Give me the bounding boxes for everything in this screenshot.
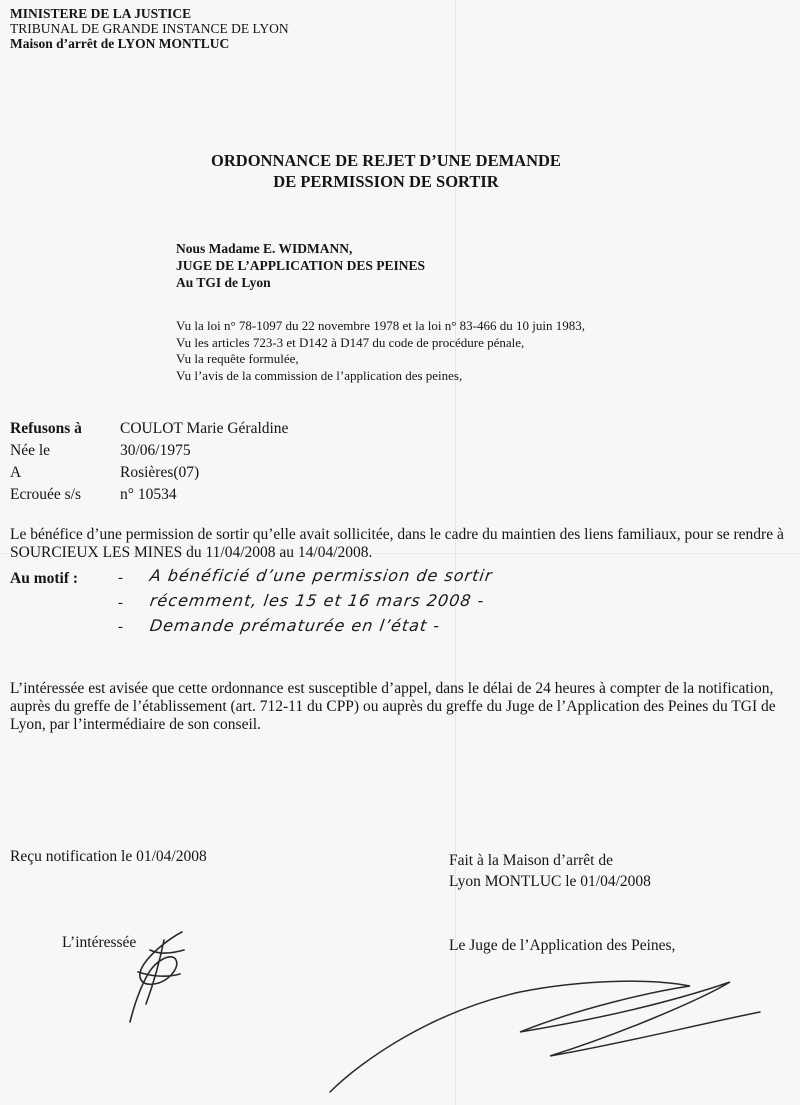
judge-signature-label: Le Juge de l’Application des Peines, [449, 937, 676, 954]
birth-date: 30/06/1975 [120, 442, 191, 459]
notification-received: Reçu notification le 01/04/2008 [10, 848, 207, 865]
interested-label: L’intéressée [62, 934, 137, 951]
done-at-line-2: Lyon MONTLUC le 01/04/2008 [449, 873, 651, 890]
considerations-list [176, 318, 585, 384]
document-title [186, 150, 586, 192]
register-label: Ecrouée s/s [10, 486, 82, 503]
title-line-2: DE PERMISSION DE SORTIR [273, 172, 499, 191]
done-at-line-1: Fait à la Maison d’arrêt de [449, 852, 613, 869]
motif-label: Au motif : [10, 570, 79, 587]
motif-bullet: - [118, 619, 123, 635]
refused-label: Refusons à [10, 420, 82, 437]
consideration-item: Vu la requête formulée, [176, 351, 299, 366]
judge-role: JUGE DE L’APPLICATION DES PEINES [176, 258, 426, 273]
judge-block [176, 240, 425, 291]
motif-bullet: - [118, 570, 123, 586]
handwritten-motif-line: Demande prématurée en l’état - [148, 616, 442, 635]
consideration-item: Vu l’avis de la commission de l’application des peines, [176, 367, 463, 383]
ministry-line: MINISTERE DE LA JUSTICE [10, 6, 192, 21]
request-paragraph: Le bénéfice d’une permission de sortir qu’elle avait sollicitée, dans le cadre du maintien des liens familiaux, pour se rendre à SOURCIEUX LES MINES du 11/04/2008 au 14/04/2008. [10, 526, 784, 561]
consideration-item: Vu les articles 723-3 et D142 à D147 du code de procédure pénale, [176, 334, 525, 350]
consideration-item: Vu la loi n° 78-1097 du 22 novembre 1978 et la loi n° 83-466 du 10 juin 1983, [176, 318, 585, 333]
handwritten-motif-line: récemment, les 15 et 16 mars 2008 - [148, 591, 486, 610]
born-label: Née le [10, 442, 51, 459]
title-line-1: ORDONNANCE DE REJET D’UNE DEMANDE [211, 151, 561, 170]
place-label: A [10, 464, 22, 481]
tribunal-line: TRIBUNAL DE GRANDE INSTANCE DE LYON [10, 21, 289, 36]
interested-signature [110, 920, 220, 1040]
prison-line: Maison d’arrêt de LYON MONTLUC [10, 36, 230, 51]
letterhead [10, 6, 289, 51]
appeal-paragraph: L’intéressée est avisée que cette ordonnance est susceptible d’appel, dans le délai de 24 heures à compter de la notification, auprès du greffe de l’établissement (art. 712-11 du CPP) ou auprès du greffe du Juge de l’Application des Peines du TGI de Lyon, par l’intermédiaire de son conseil. [10, 680, 776, 733]
motif-bullet: - [118, 595, 123, 611]
birth-place: Rosières(07) [120, 464, 200, 481]
person-name: COULOT Marie Géraldine [120, 420, 289, 437]
handwritten-motif-line: A bénéficié d’une permission de sortir [148, 566, 494, 585]
judge-name: Nous Madame E. WIDMANN, [176, 241, 353, 256]
judge-signature [320, 952, 790, 1102]
judge-court: Au TGI de Lyon [176, 275, 271, 290]
register-number: n° 10534 [120, 486, 177, 503]
